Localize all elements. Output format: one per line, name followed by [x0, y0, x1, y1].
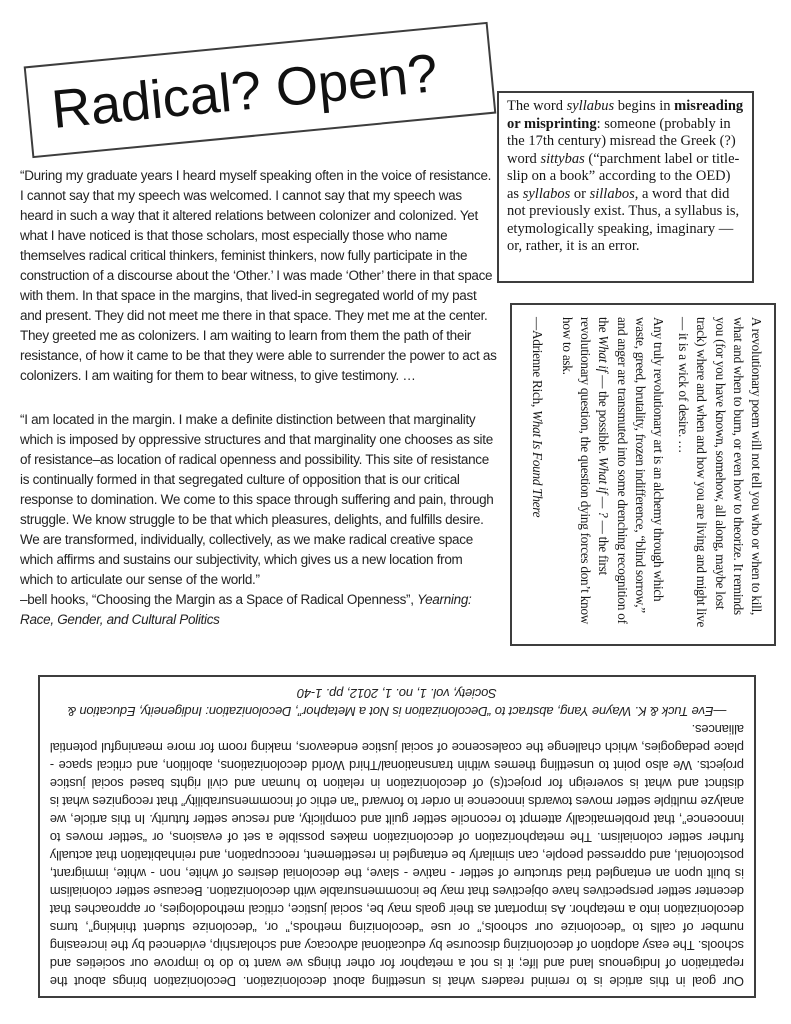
rich-quote-rotated-text: [512, 305, 774, 644]
hooks-paragraph-2: “I am located in the margin. I make a definite distinction between that marginality which is imposed by oppressive structures and that marginality one chooses as site of resistance–as location of radical openness and possibility. This site of resistance is continually formed in that segregated culture of opposition that is our critical response to domination. We come to this space through suffering and pain, through struggle. We know struggle to be that which pleasures, delights, and fulfills desire. We are transformed, individually, collectively, as we make radical creative space which affirms and sustains our subjectivity, which gives us a new location from which to articulate our sense of the world.”: [20, 412, 494, 587]
hooks-quote-block: [20, 166, 497, 630]
rich-quote-paragraph-2: Any truly revolutionary art is an alchemy through which waste, greed, brutality, frozen indifference, “blind sorrow,” and anger are transmuted into some drenching recognition of the What if — the possible. What if — ? — the first revolutionary question, the question dying forces don’t know how to ask.: [559, 317, 666, 625]
tuck-yang-rotated-text: [40, 677, 754, 996]
hooks-paragraph-1: “During my graduate years I heard myself speaking often in the voice of resistance. I cannot say that my speech was welcomed. I cannot say that my speech was heard in such a way that it altered relations between colonizer and colonized. Yet what I have noticed is that those scholars, most especially those who name themselves radical critical thinkers, feminist thinkers, now fully participate in the construction of a discourse about the ‘Other.’ I was made ‘Other’ there in that space with them. In that space in the margins, that lived-in segregated world of my past and present. They did not meet me there in that space. They met me at the center. They greeted me as colonizers. I am waiting to learn from them the path of their resistance, of how it came to be that they were able to surrender the power to act as colonizers. I am waiting for them to bear witness, to give testimony. …: [20, 168, 497, 383]
rich-quote-paragraph-1: A revolutionary poem will not tell you who or when to kill, what and when to burn, or even how to theorize. It reminds you (for you have known, somehow, all along, maybe lost track) where and when and how you are living and might live — it is a wick of desire. …: [676, 317, 764, 628]
tuck-yang-abstract: Our goal in this article is to remind readers what is unsettling about decolonization. Decolonization brings about the repatriation of Indigenous land and life; it is not a metaphor for other things we want to do to improve our societies and schools. The easy adoption of decolonizing discourse by educational advocacy and scholarship, evidenced by the increasing number of calls to “decolonize our schools,” or use “decolonizing methods,” or, “decolonize student thinking”, turns decolonization into a metaphor. As important as their goals may be, social justice, critical methodologies, or approaches that decenter settler perspectives have objectives that may be incommensurable with decolonization. Because settler colonialism is built upon an entangled triad structure of settler - native - slave, the decolonial desires of white, non - white, immigrant, postcolonial, and oppressed people, can similarly be entangled in resettlement, reoccupation, and reinhabitation that actually further settler colonialism. The metaphorization of decolonization makes possible a set of evasions, or “settler moves to innocence”, that problematically attempt to reconcile settler guilt and complicity, and rescue settler futurity. In this article, we analyze multiple settler moves towards innocence in order to forward “an ethic of incommensurability” that recognizes what is distinct and what is sovereign for project(s) of decolonization in relation to human and civil rights based social justice projects. We also point to unsettling themes within transnational/Third World decolonizations, abolition, and critical space - place pedagogies, which challenge the coalescence of social justice endeavors, making room for more meaningful potential alliances.: [50, 722, 744, 989]
rich-quote-box: [510, 303, 776, 646]
tuck-yang-citation: —Eve Tuck & K. Wayne Yang, abstract to “Decolonization is Not a Metaphor”, Decolonization: Indigeneity, Education & Society, vol. 1, no. 1, 2012, pp. 1-40: [67, 686, 727, 719]
hooks-attribution: –bell hooks, “Choosing the Margin as a Space of Radical Openness”, Yearning: Race, Gender, and Cultural Politics: [20, 592, 472, 627]
page-title: Radical? Open?: [49, 43, 441, 140]
rich-quote-attribution: —Adrienne Rich, What Is Found There: [529, 317, 545, 518]
syllabus-note-text: The word syllabus begins in misreading or misprinting: someone (probably in the 17th century) misread the Greek (?) word sittybas (“parchment label or title-slip on a book” according to the OED) as syllabos or sillabos, a word that did not previously exist. Thus, a syllabus is, etymologically speaking, imaginary — or, rather, it is an error.: [507, 98, 744, 254]
syllabus-note-box: [497, 91, 754, 283]
tuck-yang-box: [38, 675, 756, 998]
title-banner: [24, 22, 497, 158]
